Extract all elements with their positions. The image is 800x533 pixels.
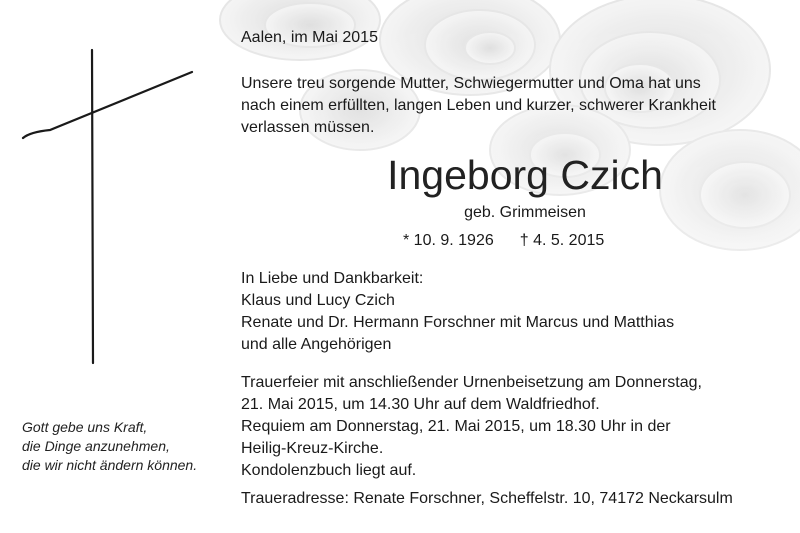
quote-line: die Dinge anzunehmen, xyxy=(22,438,170,454)
ceremony-info xyxy=(241,372,800,482)
intro-line: verlassen müssen. xyxy=(241,119,375,136)
quote-line: Gott gebe uns Kraft, xyxy=(22,419,148,435)
birth-date: * 10. 9. 1926 xyxy=(403,232,494,249)
death-date: † 4. 5. 2015 xyxy=(519,232,605,249)
mourners-line: Klaus und Lucy Czich xyxy=(241,292,395,309)
mourners-line: und alle Angehörigen xyxy=(241,336,392,353)
quote-line: die wir nicht ändern können. xyxy=(22,457,198,473)
mourners-line: Renate und Dr. Hermann Forschner mit Marcus und Matthias xyxy=(241,314,675,331)
intro-line: nach einem erfüllten, langen Leben und kurzer, schwerer Krankheit xyxy=(241,97,716,114)
maiden-name: geb. Grimmeisen xyxy=(464,204,586,221)
mourners-list xyxy=(241,268,800,356)
deceased-name: Ingeborg Czich xyxy=(387,152,663,198)
quote xyxy=(22,418,197,475)
ceremony-line: Requiem am Donnerstag, 21. Mai 2015, um 18.30 Uhr in der xyxy=(241,418,671,435)
cross-icon xyxy=(20,45,200,365)
place-date: Aalen, im Mai 2015 xyxy=(241,29,378,46)
ceremony-line: 21. Mai 2015, um 14.30 Uhr auf dem Waldfriedhof. xyxy=(241,396,600,413)
intro-text xyxy=(241,73,800,139)
life-dates xyxy=(403,230,604,252)
mourners-line: In Liebe und Dankbarkeit: xyxy=(241,270,424,287)
mourning-address: Traueradresse: Renate Forschner, Scheffelstr. 10, 74172 Neckarsulm xyxy=(241,490,733,507)
ceremony-line: Kondolenzbuch liegt auf. xyxy=(241,462,417,479)
intro-line: Unsere treu sorgende Mutter, Schwiegermutter und Oma hat uns xyxy=(241,75,701,92)
ceremony-line: Trauerfeier mit anschließender Urnenbeisetzung am Donnerstag, xyxy=(241,374,702,391)
ceremony-line: Heilig-Kreuz-Kirche. xyxy=(241,440,384,457)
